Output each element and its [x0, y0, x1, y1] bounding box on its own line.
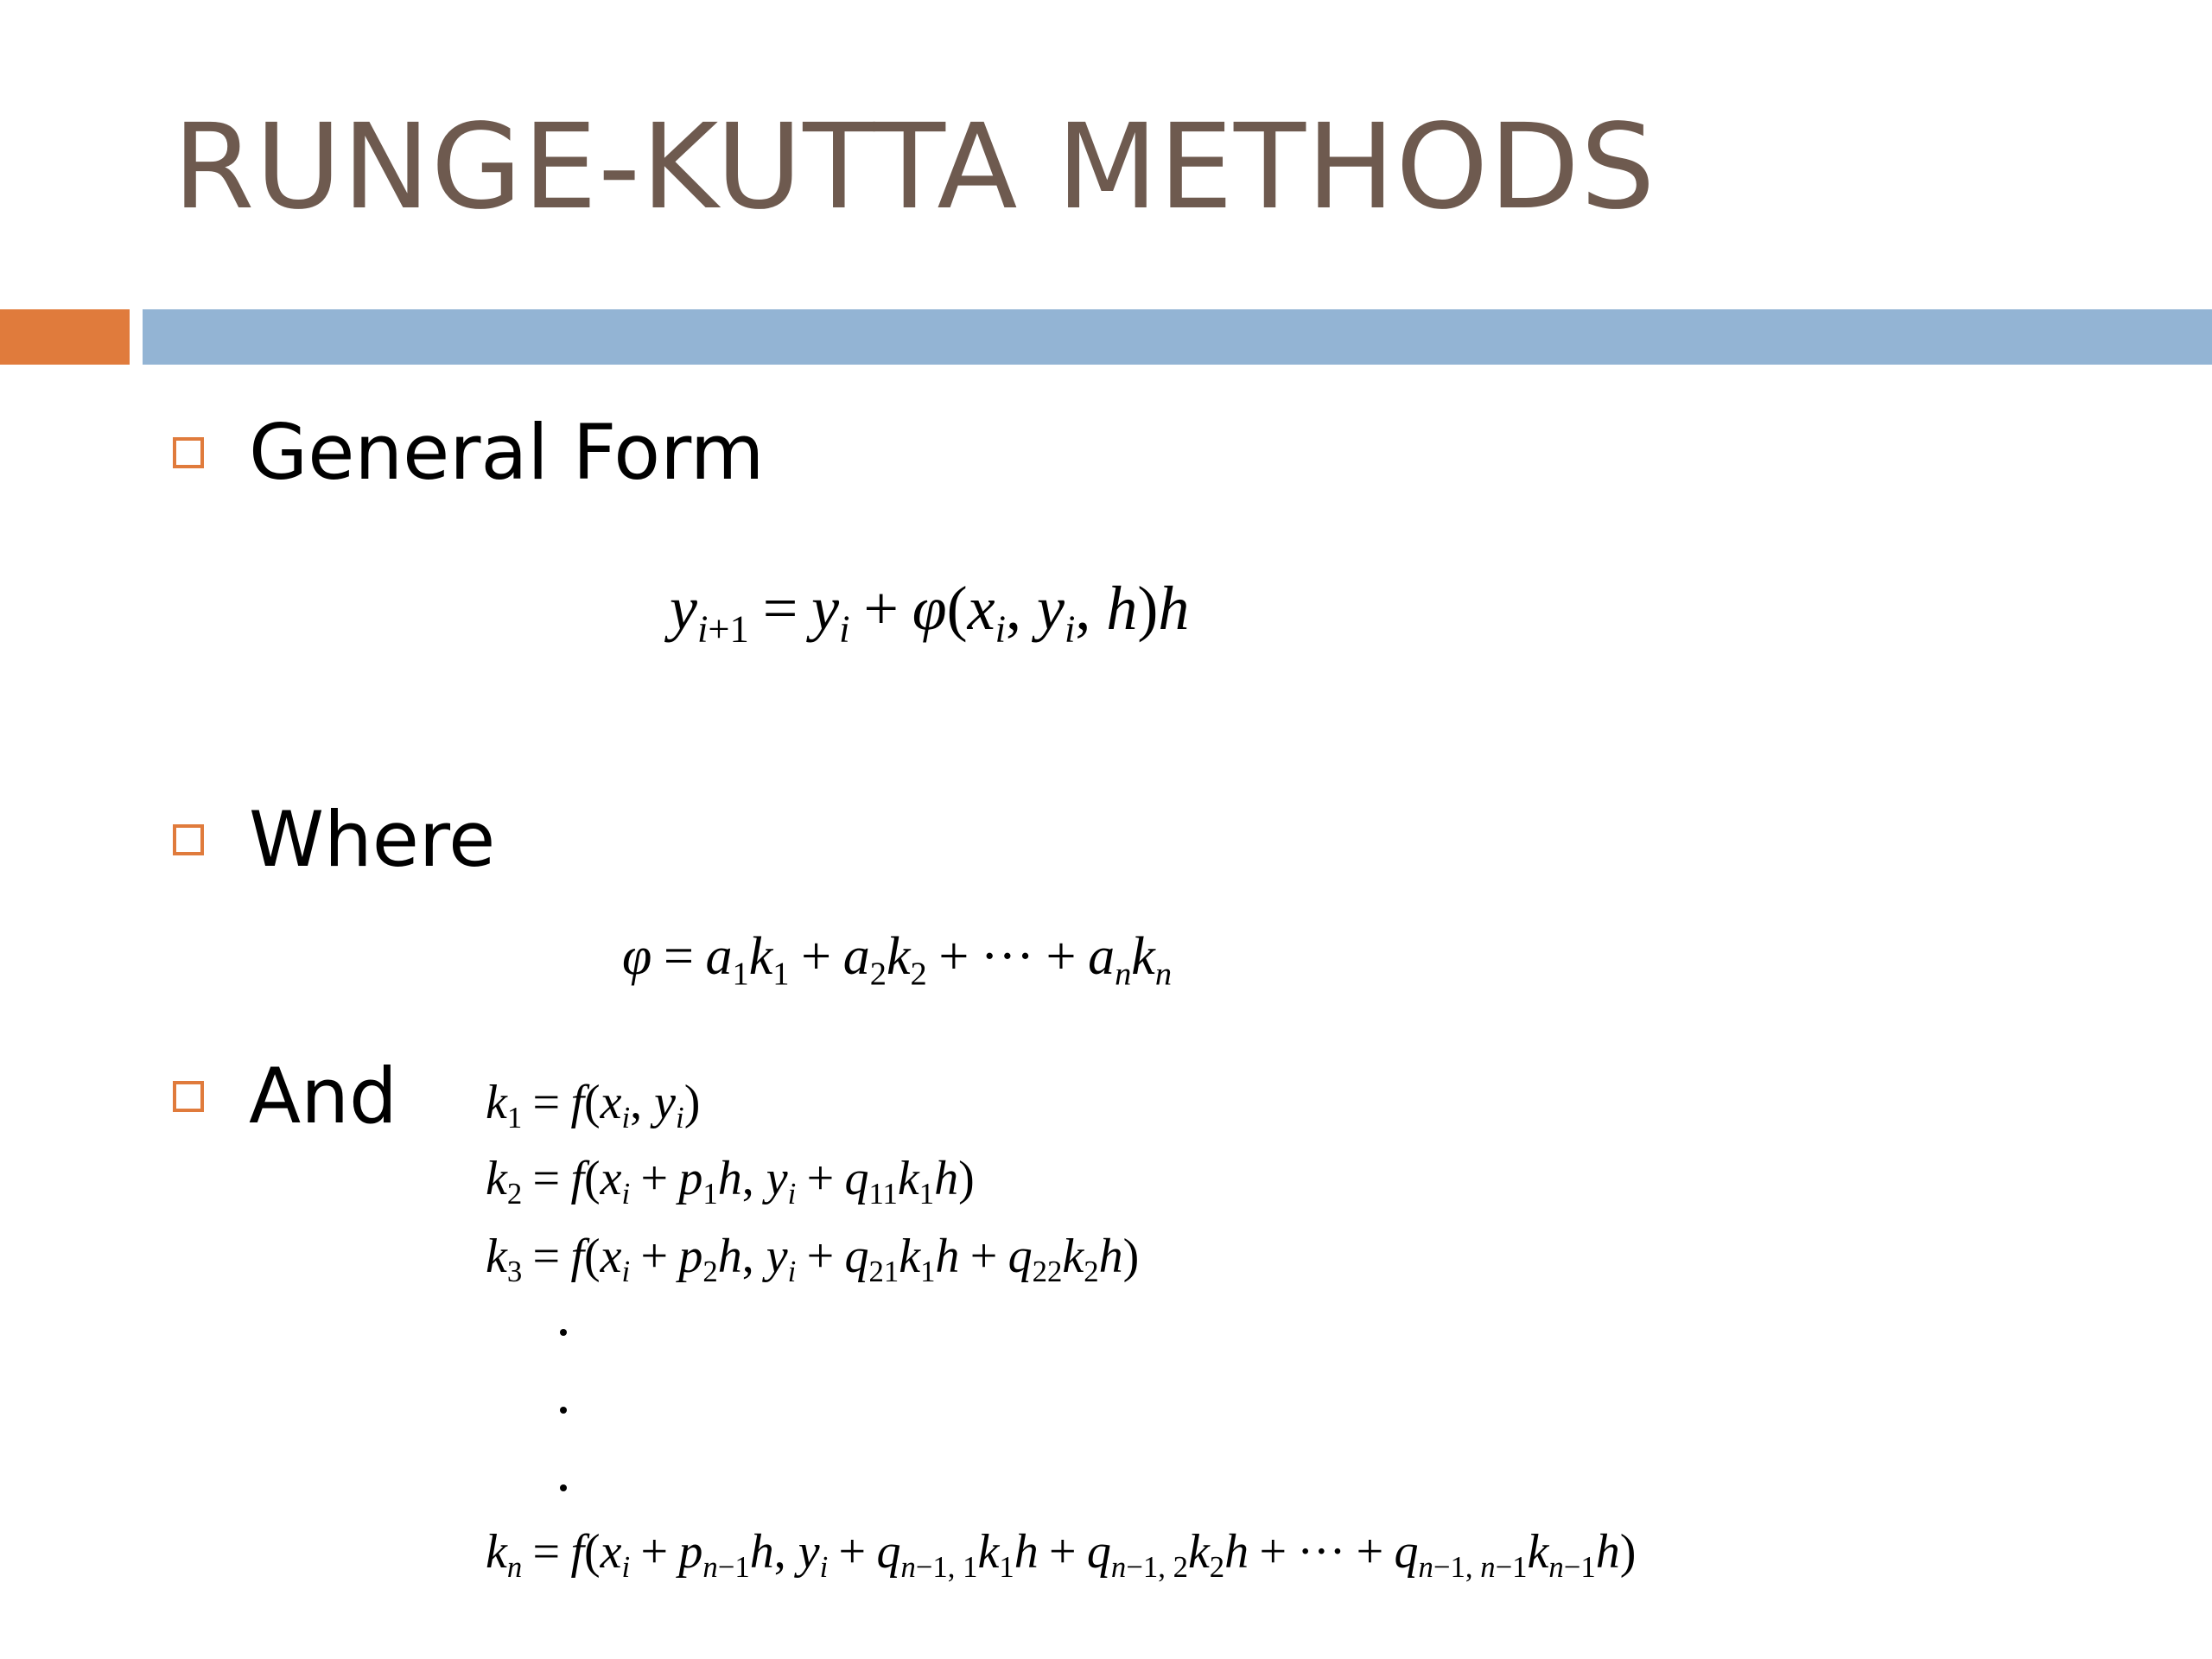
equation-k3: $k_3 = f(x_i + p_2h$, $y_i + q_{21}k_1h + q_{22}k_2h$): [486, 1230, 1140, 1289]
vertical-ellipsis-dot: [560, 1484, 567, 1491]
accent-bar-orange: [0, 309, 130, 365]
square-bullet-icon: [173, 824, 204, 855]
slide-title: RUNGE-KUTTA METHODS: [173, 99, 1656, 236]
vertical-ellipsis-dot: [560, 1329, 567, 1336]
equation-general-form: $y_{i+1} = y_i + \varphi(x_i$, $y_i$, h)h: [670, 574, 1190, 651]
square-bullet-icon: [173, 437, 204, 468]
accent-bar-blue: [143, 309, 2212, 365]
bullet-label: General Form: [249, 408, 765, 497]
vertical-ellipsis-dot: [560, 1407, 567, 1414]
equation-k2: $k_2 = f(x_i + p_1h$, $y_i + q_{11}k_1h$): [486, 1152, 975, 1211]
bullet-and: [173, 1052, 397, 1141]
bullet-general-form: [173, 408, 765, 497]
equation-k1: $k_1 = f(x_i$, $y_i$): [486, 1076, 701, 1135]
square-bullet-icon: [173, 1081, 204, 1112]
bullet-label: And: [249, 1052, 397, 1141]
equation-kn: $k_n = f(x_i + p_{n-1}h$, $y_i + q_{n-1, 1}k_1h + q_{n-1, 2}k_2h$ + ··· + $q_{n-1, n-1}k_{n-1}h$): [486, 1525, 1637, 1585]
equation-phi: $\varphi = a_1k_1 + a_2k_2$ + ··· + $a_nk_n$: [622, 927, 1173, 993]
bullet-label: Where: [249, 795, 496, 884]
bullet-where: [173, 795, 496, 884]
